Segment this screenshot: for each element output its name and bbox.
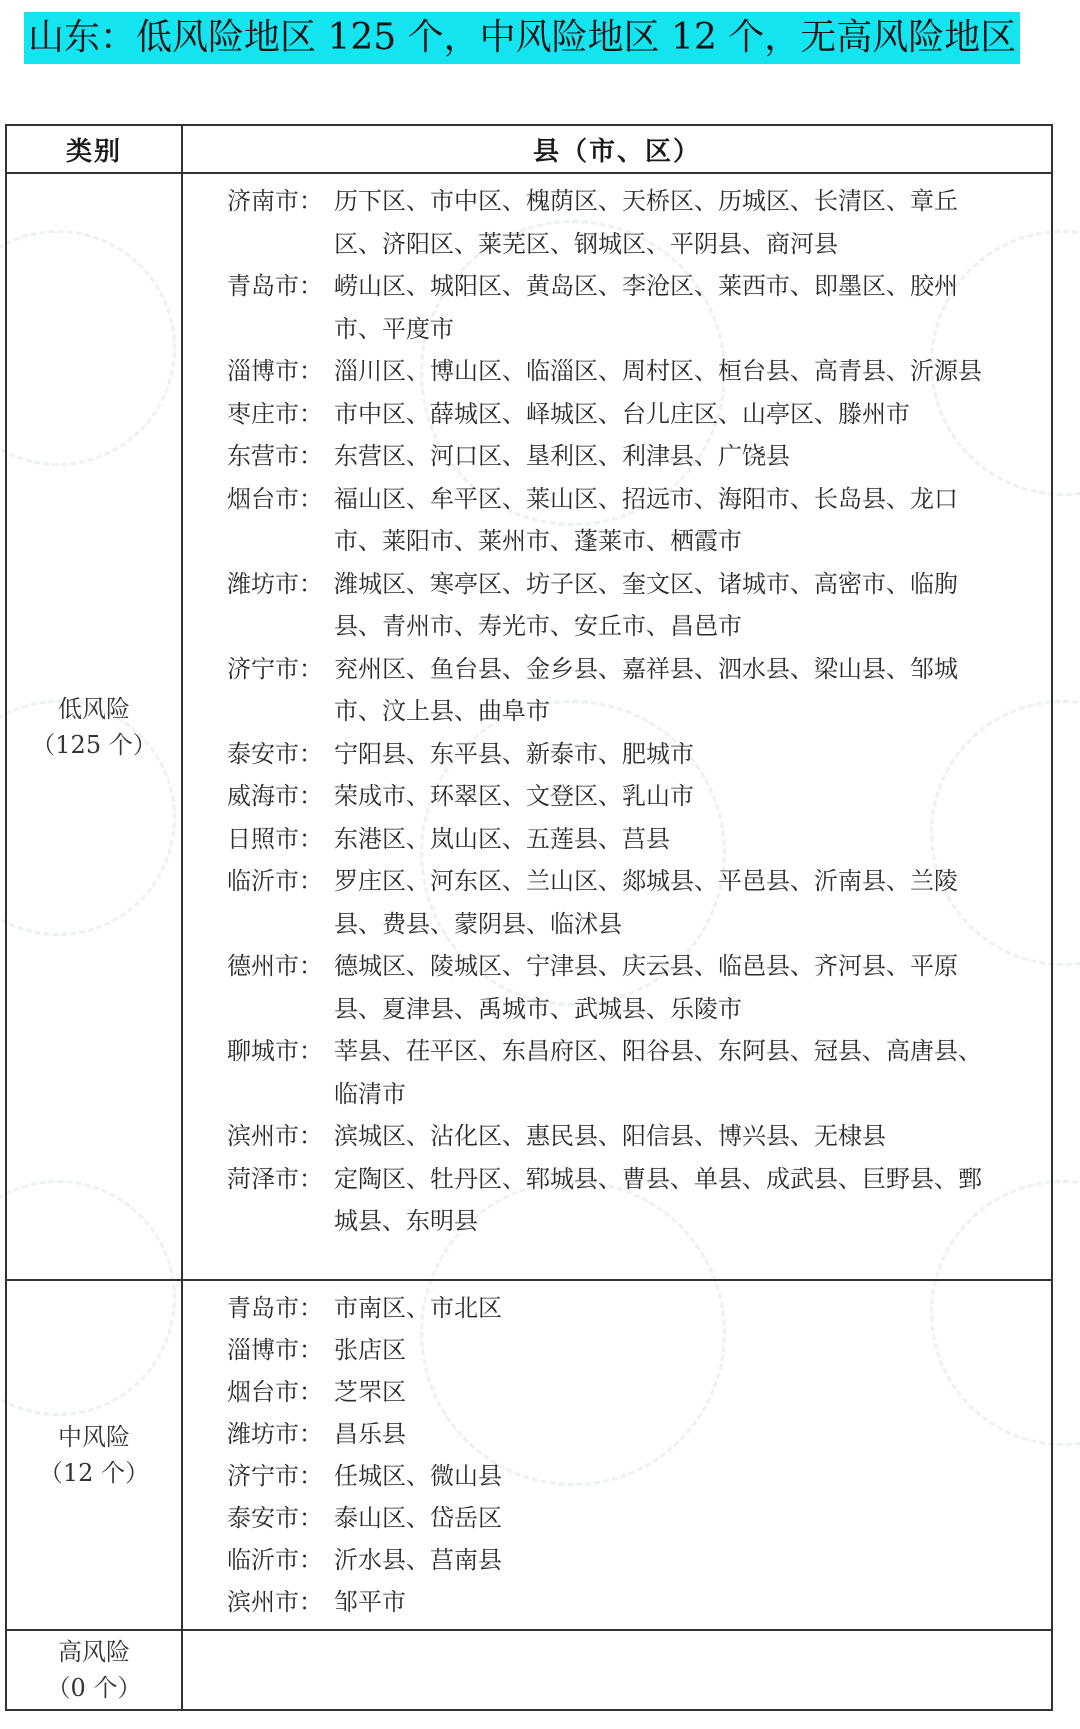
city-row	[183, 945, 1051, 1030]
county-list: 福山区、牟平区、莱山区、招远市、海阳市、长岛县、龙口市、莱阳市、莱州市、蓬莱市、栖霞市	[334, 484, 958, 555]
mid-risk-label: 中风险	[58, 1423, 130, 1451]
mid-risk-count: （12 个）	[38, 1459, 150, 1487]
city-name: 济宁市：	[227, 1462, 323, 1490]
city-row	[183, 1329, 1051, 1371]
city-row	[183, 1115, 1051, 1158]
county-list: 张店区	[334, 1336, 406, 1364]
mid-risk-row	[6, 1280, 1052, 1630]
city-name: 潍坊市：	[227, 1420, 323, 1448]
county-list: 历下区、市中区、槐荫区、天桥区、历城区、长清区、章丘区、济阳区、莱芜区、钢城区、平阴县、商河县	[334, 187, 958, 258]
low-risk-label: 低风险	[58, 694, 130, 723]
city-name: 淄博市：	[227, 1336, 323, 1364]
high-risk-row	[6, 1630, 1052, 1710]
county-list: 任城区、微山县	[334, 1462, 502, 1490]
table-header-row	[6, 125, 1052, 173]
low-risk-row	[6, 173, 1052, 1280]
county-list: 市南区、市北区	[334, 1294, 502, 1322]
county-list: 邹平市	[334, 1588, 406, 1616]
city-name: 烟台市：	[227, 484, 323, 513]
city-name: 日照市：	[227, 824, 323, 853]
city-name: 泰安市：	[227, 739, 323, 768]
county-list: 东港区、岚山区、五莲县、莒县	[334, 824, 670, 853]
city-row	[183, 1030, 1051, 1115]
county-list: 崂山区、城阳区、黄岛区、李沧区、莱西市、即墨区、胶州市、平度市	[334, 272, 958, 343]
city-name: 东营市：	[227, 442, 323, 470]
city-name: 济南市：	[227, 187, 323, 215]
city-name: 枣庄市：	[227, 399, 323, 428]
city-name: 临沂市：	[227, 1546, 323, 1574]
city-name: 济宁市：	[227, 654, 323, 683]
city-row	[183, 563, 1051, 648]
county-list: 兖州区、鱼台县、金乡县、嘉祥县、泗水县、梁山县、邹城市、汶上县、曲阜市	[334, 654, 958, 725]
city-row	[183, 775, 1051, 818]
county-list: 市中区、薛城区、峄城区、台儿庄区、山亭区、滕州市	[334, 399, 910, 428]
city-row	[183, 1413, 1051, 1455]
county-list: 滨城区、沾化区、惠民县、阳信县、博兴县、无棣县	[334, 1122, 886, 1150]
county-list: 宁阳县、东平县、新泰市、肥城市	[334, 739, 694, 768]
county-list: 芝罘区	[334, 1378, 406, 1406]
header-category: 类别	[6, 125, 182, 173]
city-row	[183, 648, 1051, 733]
county-list: 荣成市、环翠区、文登区、乳山市	[334, 782, 694, 810]
city-name: 临沂市：	[227, 867, 323, 895]
city-row	[183, 1497, 1051, 1539]
city-name: 青岛市：	[227, 272, 323, 300]
city-row	[183, 180, 1051, 265]
city-row	[183, 860, 1051, 945]
city-name: 泰安市：	[227, 1504, 323, 1532]
county-list: 罗庄区、河东区、兰山区、郯城县、平邑县、沂南县、兰陵县、费县、蒙阴县、临沭县	[334, 867, 958, 938]
city-name: 威海市：	[227, 782, 323, 810]
city-name: 淄博市：	[227, 357, 323, 385]
city-row	[183, 1455, 1051, 1497]
city-name: 烟台市：	[227, 1378, 323, 1406]
city-name: 滨州市：	[227, 1588, 323, 1616]
city-row	[183, 393, 1051, 436]
city-row	[183, 818, 1051, 861]
low-risk-list	[182, 173, 1052, 1280]
city-name: 潍坊市：	[227, 569, 323, 598]
city-row	[183, 1539, 1051, 1581]
city-name: 青岛市：	[227, 1294, 323, 1322]
city-row	[183, 1581, 1051, 1623]
high-risk-list	[182, 1630, 1052, 1710]
county-list: 泰山区、岱岳区	[334, 1504, 502, 1532]
risk-area-table	[5, 124, 1053, 1711]
header-area: 县（市、区）	[182, 125, 1052, 173]
county-list: 东营区、河口区、垦利区、利津县、广饶县	[334, 442, 790, 470]
city-row	[183, 435, 1051, 478]
county-list: 莘县、茌平区、东昌府区、阳谷县、东阿县、冠县、高唐县、临清市	[334, 1037, 982, 1108]
county-list: 淄川区、博山区、临淄区、周村区、桓台县、高青县、沂源县	[334, 357, 982, 385]
county-list: 德城区、陵城区、宁津县、庆云县、临邑县、齐河县、平原县、夏津县、禹城市、武城县、乐陵市	[334, 952, 958, 1023]
high-risk-count: （0 个）	[46, 1674, 142, 1702]
headline-banner: 山东：低风险地区 125 个，中风险地区 12 个，无高风险地区	[24, 12, 1020, 64]
city-row	[183, 1287, 1051, 1329]
high-risk-label: 高风险	[58, 1638, 130, 1666]
city-row	[183, 478, 1051, 563]
city-name: 德州市：	[227, 952, 323, 980]
city-row	[183, 1371, 1051, 1413]
county-list: 潍城区、寒亭区、坊子区、奎文区、诸城市、高密市、临朐县、青州市、寿光市、安丘市、昌邑市	[334, 569, 958, 640]
city-row	[183, 265, 1051, 350]
city-row	[183, 350, 1051, 393]
mid-risk-category	[6, 1280, 182, 1630]
city-row	[183, 733, 1051, 776]
low-risk-count: （125 个）	[31, 730, 157, 759]
city-name: 滨州市：	[227, 1122, 323, 1150]
city-row	[183, 1158, 1051, 1243]
city-name: 聊城市：	[227, 1037, 323, 1065]
low-risk-category	[6, 173, 182, 1280]
mid-risk-list	[182, 1280, 1052, 1630]
county-list: 沂水县、莒南县	[334, 1546, 502, 1574]
city-name: 菏泽市：	[227, 1164, 323, 1193]
high-risk-category	[6, 1630, 182, 1710]
county-list: 定陶区、牡丹区、郓城县、曹县、单县、成武县、巨野县、鄄城县、东明县	[334, 1164, 982, 1235]
county-list: 昌乐县	[334, 1420, 406, 1448]
